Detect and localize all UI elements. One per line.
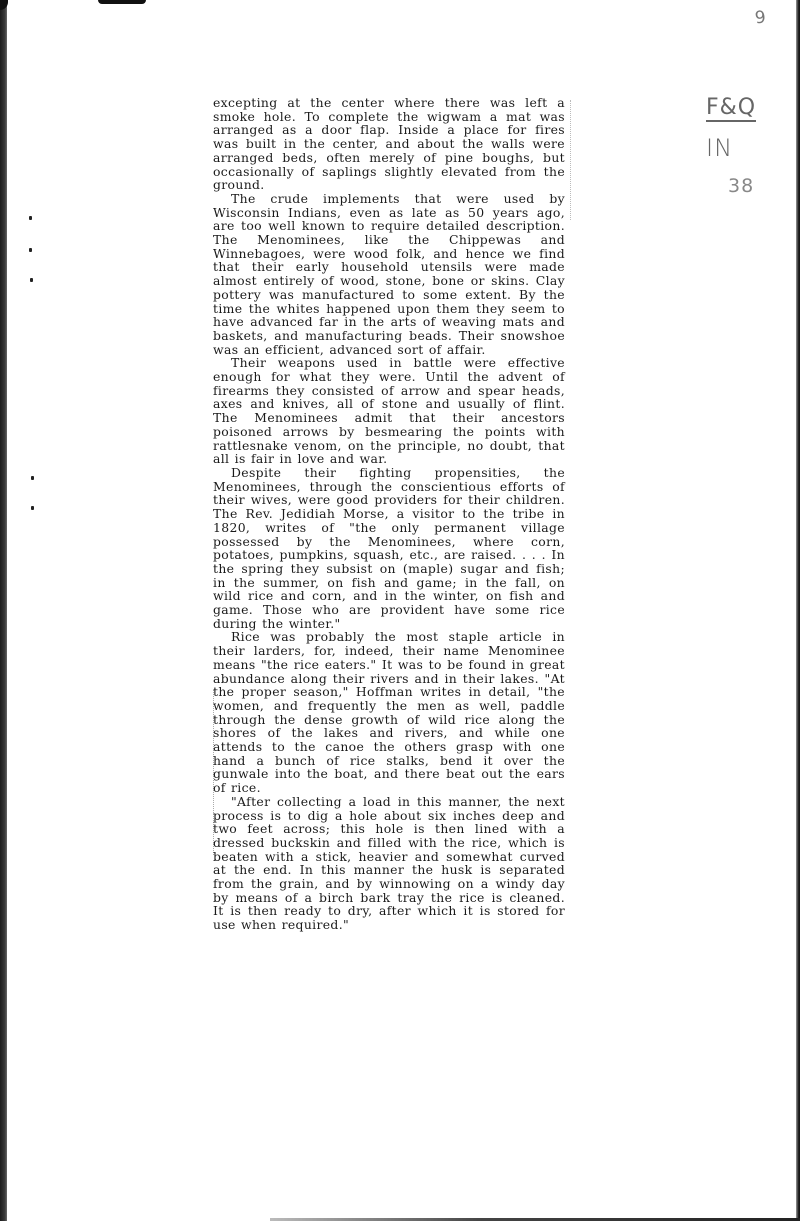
article-paragraph: excepting at the center where there was left a smoke hole. To complete the wigwam a mat was arranged as a door flap. Inside a place for fires was built in the center, and about the walls were arranged beds, often merely of pine boughs, but occasionally of saplings slightly elevated from the ground. [213,95,565,193]
scan-ink-blot [98,0,146,4]
scan-speck [29,216,32,220]
scan-speck [31,476,34,480]
article-paragraph: Rice was probably the most staple article in their larders, for, indeed, their name Menominee means "the rice eaters." It was to be found in great abundance along their rivers and in their lakes. "At the proper season," Hoffman writes in detail, "the women, and frequently the men as well, paddle through the dense growth of wild rice along the shores of the lakes and rivers, and while one attends to the canoe the others grasp with one hand a bunch of rice stalks, bend it over the gunwale into the boat, and there beat out the ears of rice. [213,629,565,796]
scan-right-edge [796,0,800,1221]
handwritten-annotation: F&Q [706,95,757,120]
page-number: 9 [753,7,767,29]
scan-binding-edge [0,0,7,1221]
article-paragraph: Despite their fighting propensities, the Menominees, through the conscientious efforts of their wives, were good providers for their children. The Rev. Jedidiah Morse, a visitor to the tribe in 1820, writes of "the only permanent village possessed by the Menominees, where corn, potatoes, pumpkins, squash, etc., are raised. . . . In the spring they subsist on (maple) sugar and fish; in the summer, on fish and game; in the fall, on wild rice and corn, and in the winter, on fish and game. Those who are provident have some rice during the winter." [213,464,565,631]
scan-speck [30,278,33,282]
article-paragraph: Their weapons used in battle were effective enough for what they were. Until the advent of firearms they consisted of arrow and spear heads, axes and knives, all of stone and usually of flint. The Menominees admit that their ancestors poisoned arrows by besmearing the points with rattlesnake venom, on the principle, no doubt, that all is fair in love and war. [213,355,565,467]
article-paragraph: The crude implements that were used by Wisconsin Indians, even as late as 50 years ago, are too well known to require detailed description. The Menominees, like the Chippewas and Winnebagoes, were wood folk, and hence we find that their early household utensils were made almost entirely of wood, stone, bone or skins. Clay pottery was manufactured to some extent. By the time the whites happened upon them they seem to have advanced far in the arts of weaving mats and baskets, and manufacturing beads. Their snowshoe was an efficient, advanced sort of affair. [213,190,565,357]
handwritten-annotation: 38 [728,175,755,197]
scan-speck [29,248,32,252]
article-paragraph: "After collecting a load in this manner, the next process is to dig a hole about six inches deep and two feet across; this hole is then lined with a dressed buckskin and filled with the rice, which is beaten with a stick, heavier and somewhat curved at the end. In this manner the husk is separated from the grain, and by winnowing on a windy day by means of a birch bark tray the rice is cleaned. It is then ready to dry, after which it is stored for use when required." [213,793,565,933]
newspaper-clipping [213,96,565,932]
scan-speck [31,506,34,510]
handwritten-annotation: IN [706,134,734,162]
column-rule [570,100,571,220]
